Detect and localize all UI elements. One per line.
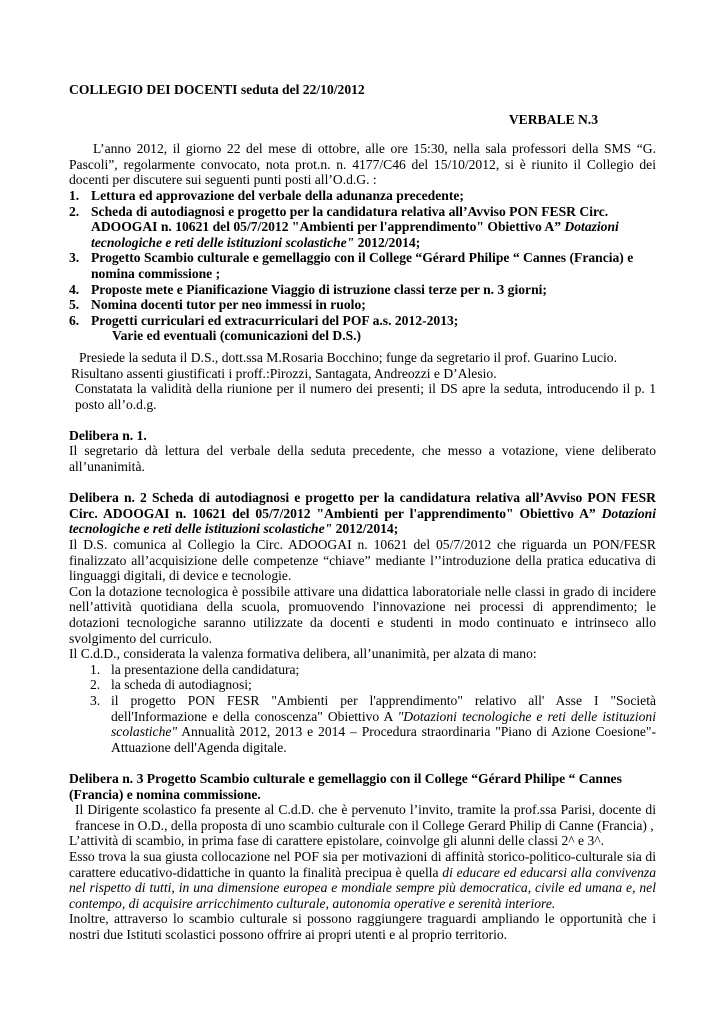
quorum-line: Constatata la validità della riunione per il numero dei presenti; il DS apre la seduta, introducendo il p. 1 posto all’o.d.g. [75, 381, 656, 412]
agenda-varie: Varie ed eventuali (comunicazioni del D.S.) [112, 328, 362, 344]
document-title: COLLEGIO DEI DOCENTI seduta del 22/10/2012 [69, 82, 365, 97]
document-page [69, 82, 656, 942]
chair-line: Presiede la seduta il D.S., dott.ssa M.Rosaria Bocchino; funge da segretario il prof. Guarino Lucio. [79, 349, 617, 365]
list-item: 3. il progetto PON FESR "Ambienti per l'apprendimento" relativo all' Asse I "Società dell'Informazione e della conoscenza" Obiettivo A "Dotazioni tecnologiche e reti delle istituzioni scolastiche" Annualità 2012, 2013 e 2014 – Procedura straordinaria "Piano di Azione Coesione"- Attuazione dell'Agenda digitale. [90, 692, 656, 755]
agenda-list [69, 188, 656, 328]
delibera-3-para-2: L’attività di scambio, in prima fase di carattere epistolare, coinvolge gli alunni delle classi 2^ e 3^. [69, 833, 605, 849]
delibera-1-heading: Delibera n. 1. [69, 427, 147, 443]
delibera-1-text: Il segretario dà lettura del verbale della seduta precedente, che messo a votazione, viene deliberato all’unanimità. [69, 443, 656, 475]
agenda-item: 5. Nomina docenti tutor per neo immessi in ruolo; [69, 297, 366, 313]
verbale-number: VERBALE N.3 [508, 111, 598, 127]
delibera-2-list [69, 662, 656, 756]
delibera-3-para-3: Esso trova la sua giusta collocazione nel POF sia per motivazioni di affinità storico-politico-culturale sia di carattere educativo-didattiche in quanto la finalità precipua è quella di educare ed educarsi alla convivenza nel rispetto di tutti, in una dimensione europea e mondiale sempre più democratica, civile ed umana e, nel contempo, di acquisire arricchimento culturale, autonomia operative e serenità interiore. [69, 848, 656, 911]
delibera-2-heading: Delibera n. 2 Scheda di autodiagnosi e progetto per la candidatura relativa all’Avviso PON FESR Circ. ADOOGAI n. 10621 del 05/7/2012 "Ambienti per l'apprendimento" Obiettivo A” Dotazioni tecnologiche e reti delle istituzioni scolastiche" 2012/2014; [69, 490, 656, 537]
delibera-3-para-1: Il Dirigente scolastico fa presente al C.d.D. che è pervenuto l’invito, tramite la prof.ssa Parisi, docente di francese in O.D., della proposta di uno scambio culturale con il College Gerard Philip di Canne (Francia) , [75, 802, 656, 833]
agenda-item: 2. Scheda di autodiagnosi e progetto per la candidatura relativa all’Avviso PON FESR Circ. ADOOGAI n. 10621 del 05/7/2012 "Ambienti per l'apprendimento" Obiettivo A” Dotazioni tecnologiche e reti delle istituzioni scolastiche" 2012/2014; [69, 203, 619, 250]
list-item: 2. la scheda di autodiagnosi; [90, 677, 252, 693]
delibera-3-para-4: Inoltre, attraverso lo scambio culturale si possono raggiungere traguardi ampliando le opportunità che i nostri due Istituti scolastici possono offrire ai propri utenti e al proprio territorio. [69, 911, 656, 942]
intro-paragraph: L’anno 2012, il giorno 22 del mese di ottobre, alle ore 15:30, nella sala professori della SMS “G. Pascoli”, regolarmente convocato, nota prot.n. n. 4177/C46 del 15/10/2012, si è riunito il Collegio dei docenti per discutere sui seguenti punti posti all’O.d.G. : [69, 141, 656, 188]
agenda-item: 3. Progetto Scambio culturale e gemellaggio con il College “Gérard Philipe “ Cannes (Francia) e nomina commissione ; [69, 250, 634, 281]
agenda-item: 6. Progetti curriculari ed extracurriculari del POF a.s. 2012-2013; [69, 312, 459, 328]
list-item: 1. la presentazione della candidatura; [90, 661, 300, 677]
delibera-2-para-1: Il D.S. comunica al Collegio la Circ. ADOOGAI n. 10621 del 05/7/2012 che riguarda un PON/FESR finalizzato all’acquisizione delle competenze “chiave” mediante l’’introduzione della pratica educativa di linguaggi digitali, di device e tecnologie. [69, 537, 656, 584]
absent-line: Risultano assenti giustificati i proff.:Pirozzi, Santagata, Andreozzi e D’Alesio. [71, 365, 497, 381]
delibera-2-para-2: Con la dotazione tecnologica è possibile attivare una didattica laboratoriale nelle classi in grado di incidere nell’attività quotidiana della scuola, promuovendo l'innovazione nei processi di apprendimento; le dotazioni tecnologiche saranno utilizzate da docenti e studenti in modo continuato e intrinseco allo svolgimento del curriculo. [69, 583, 656, 646]
agenda-item: 4. Proposte mete e Pianificazione Viaggio di istruzione classi terze per n. 3 giorni; [69, 281, 547, 297]
delibera-3-heading: Delibera n. 3 Progetto Scambio culturale e gemellaggio con il College “Gérard Philipe “ Cannes (Francia) e nomina commissione. [69, 770, 622, 802]
agenda-item: 1. Lettura ed approvazione del verbale della adunanza precedente; [69, 187, 464, 203]
delibera-2-para-3: Il C.d.D., considerata la valenza formativa delibera, all’unanimità, per alzata di mano: [69, 646, 537, 662]
